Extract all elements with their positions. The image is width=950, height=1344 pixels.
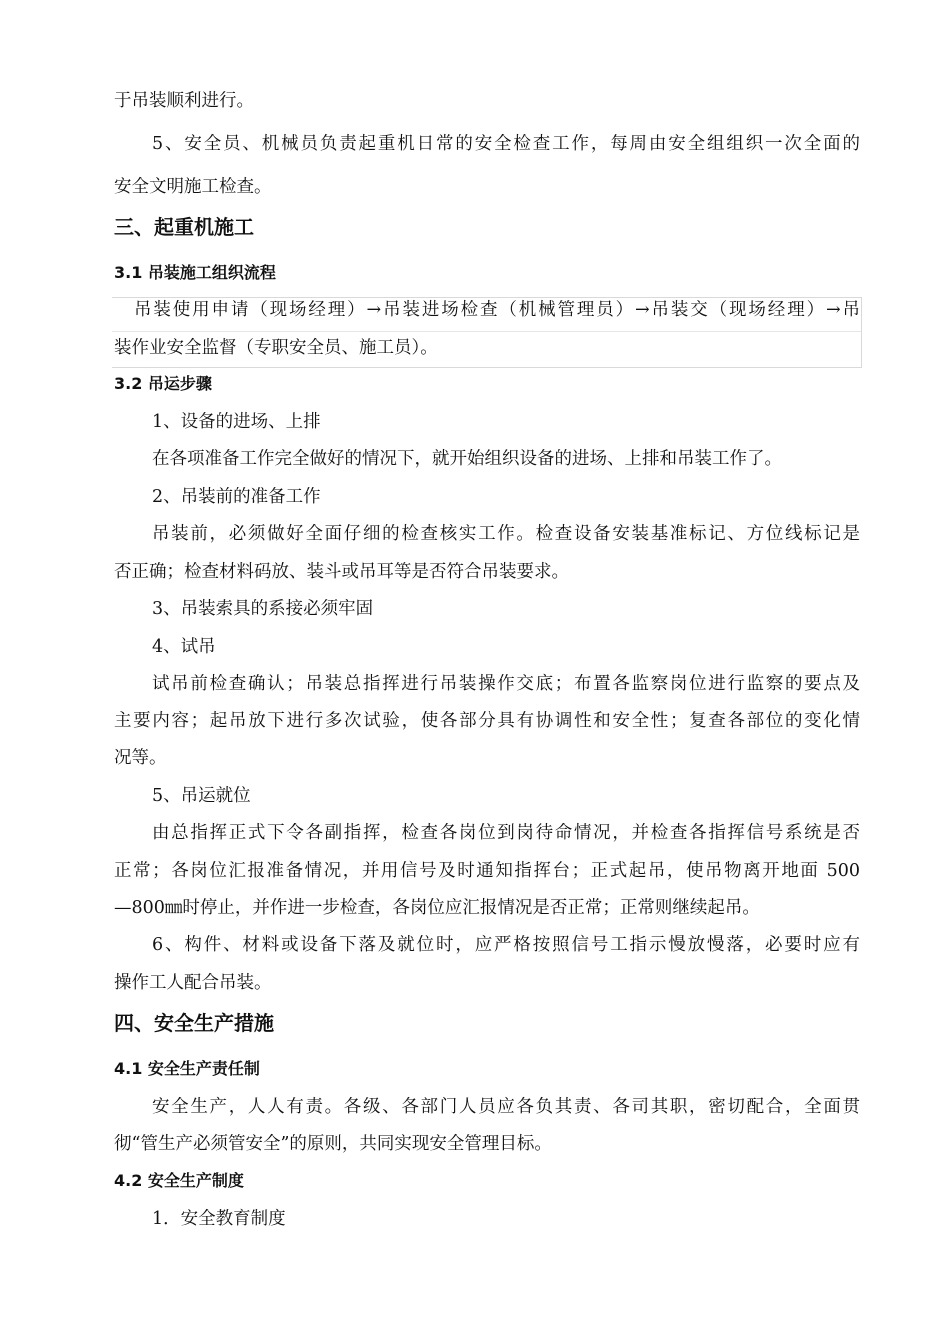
paragraph-line: —800㎜时停止，并作进一步检查，各岗位应汇报情况是否正常；正常则继续起吊。	[114, 898, 760, 918]
flow-line-1: 吊装使用申请（现场经理）→吊装进场检查（机械管理员）→吊装交（现场经理）→吊	[134, 300, 860, 320]
paragraph-line: 吊装前，必须做好全面仔细的检查核实工作。检查设备安装基准标记、方位线标记是	[152, 524, 860, 544]
paragraph-line: 况等。	[114, 748, 167, 768]
paragraph-line: 正常；各岗位汇报准备情况，并用信号及时通知指挥台；正式起吊，使吊物离开地面 500	[114, 861, 860, 881]
paragraph-line: 5、安全员、机械员负责起重机日常的安全检查工作，每周由安全组组织一次全面的	[152, 134, 860, 154]
subsection-heading: 4.1 安全生产责任制	[114, 1059, 260, 1078]
flow-box-divider	[112, 331, 861, 332]
paragraph-line: 否正确；检查材料码放、装斗或吊耳等是否符合吊装要求。	[114, 562, 569, 582]
paragraph-line: 1．安全教育制度	[152, 1209, 286, 1229]
flow-line-2: 装作业安全监督（专职安全员、施工员）。	[114, 338, 438, 358]
paragraph-line: 安全生产，人人有责。各级、各部门人员应各负其责、各司其职，密切配合，全面贯	[152, 1097, 860, 1117]
section-heading: 四、安全生产措施	[114, 1011, 274, 1035]
paragraph-line: 6、构件、材料或设备下落及就位时，应严格按照信号工指示慢放慢落，必要时应有	[152, 935, 860, 955]
step-title: 2、吊装前的准备工作	[152, 487, 321, 507]
paragraph-line: 彻“管生产必须管安全”的原则，共同实现安全管理目标。	[114, 1134, 552, 1154]
subsection-heading: 3.2 吊运步骤	[114, 374, 212, 393]
paragraph-line: 主要内容；起吊放下进行多次试验，使各部分具有协调性和安全性；复查各部位的变化情	[114, 711, 860, 731]
paragraph-line: 由总指挥正式下令各副指挥，检查各岗位到岗待命情况，并检查各指挥信号系统是否	[152, 823, 860, 843]
paragraph-line: 试吊前检查确认；吊装总指挥进行吊装操作交底；布置各监察岗位进行监察的要点及	[152, 674, 860, 694]
step-title: 3、吊装索具的系接必须牢固	[152, 599, 374, 619]
step-title: 5、吊运就位	[152, 786, 251, 806]
step-title: 4、试吊	[152, 637, 216, 657]
paragraph-line: 操作工人配合吊装。	[114, 973, 272, 993]
paragraph-line: 于吊装顺利进行。	[114, 91, 254, 111]
subsection-heading: 3.1 吊装施工组织流程	[114, 263, 276, 282]
paragraph-line: 在各项准备工作完全做好的情况下，就开始组织设备的进场、上排和吊装工作了。	[152, 449, 782, 469]
subsection-heading: 4.2 安全生产制度	[114, 1171, 244, 1190]
step-title: 1、设备的进场、上排	[152, 412, 321, 432]
section-heading: 三、起重机施工	[114, 215, 254, 239]
paragraph-line: 安全文明施工检查。	[114, 177, 272, 197]
